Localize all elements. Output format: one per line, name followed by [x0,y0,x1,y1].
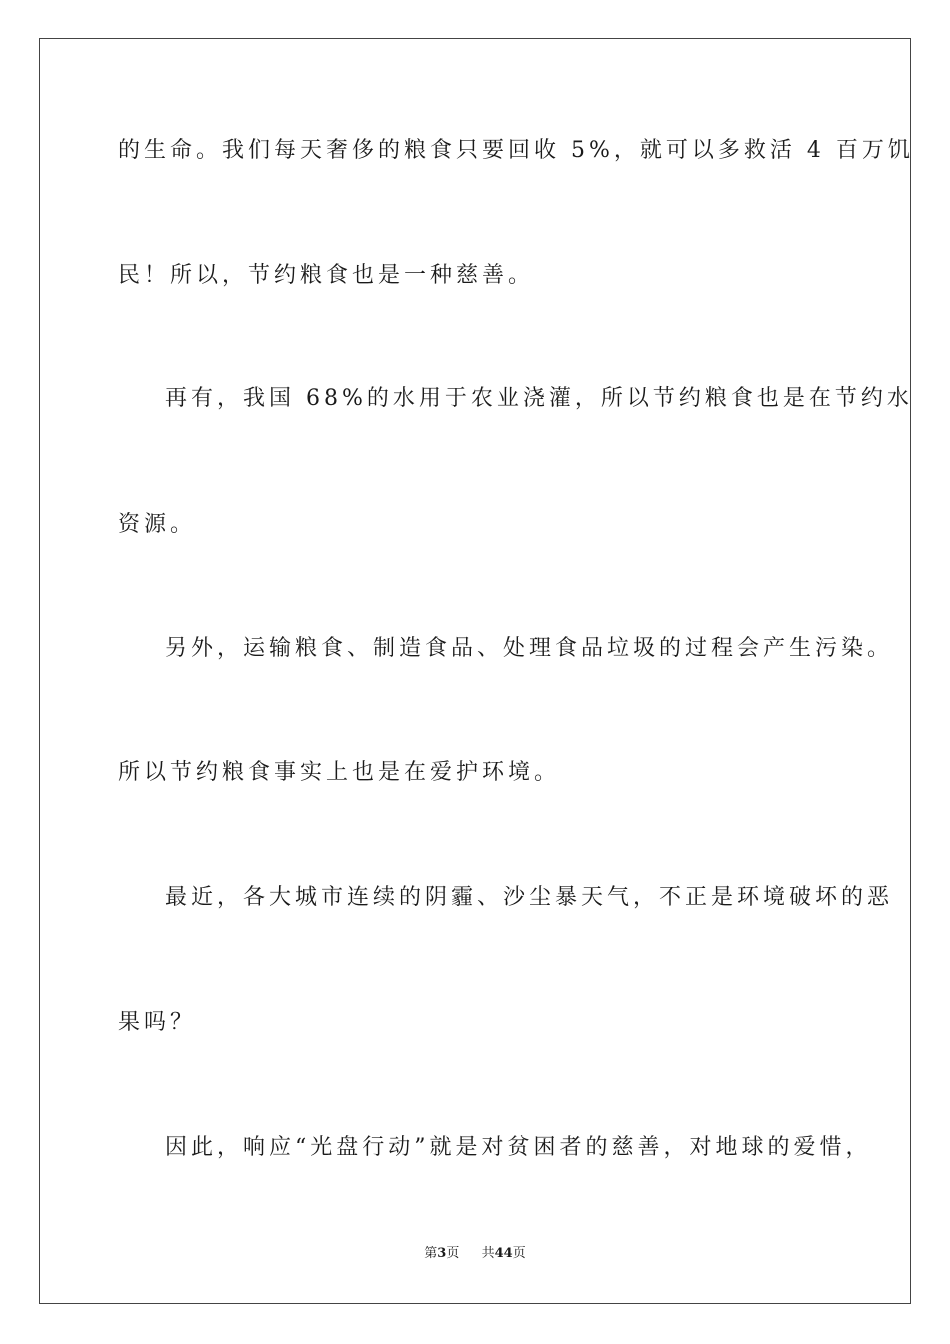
total-pages: 44 [494,1246,513,1261]
page-prefix: 第 [424,1246,438,1261]
paragraph-line-2: 民！所以，节约粮食也是一种慈善。 [118,263,535,288]
page-number: 3 [437,1246,447,1261]
total-suffix: 页 [512,1246,526,1261]
paragraph-line-3: 再有，我国 68%的水用于农业浇灌，所以节约粮食也是在节约水 [165,386,913,411]
total-prefix: 共 [481,1246,495,1261]
paragraph-line-9: 因此，响应“光盘行动”就是对贫困者的慈善，对地球的爱惜， [165,1135,872,1160]
paragraph-line-1: 的生命。我们每天奢侈的粮食只要回收 5%，就可以多救活 4 百万饥 [118,138,914,163]
paragraph-line-6: 所以节约粮食事实上也是在爱护环境。 [118,760,561,785]
paragraph-line-5: 另外，运输粮食、制造食品、处理食品垃圾的过程会产生污染。 [165,636,894,661]
page-footer [0,1245,950,1263]
page-suffix: 页 [446,1246,460,1261]
paragraph-line-7: 最近，各大城市连续的阴霾、沙尘暴天气，不正是环境破坏的恶 [165,885,894,910]
paragraph-line-8: 果吗？ [118,1010,197,1035]
page-border [39,38,914,1304]
paragraph-line-4: 资源。 [118,512,197,537]
